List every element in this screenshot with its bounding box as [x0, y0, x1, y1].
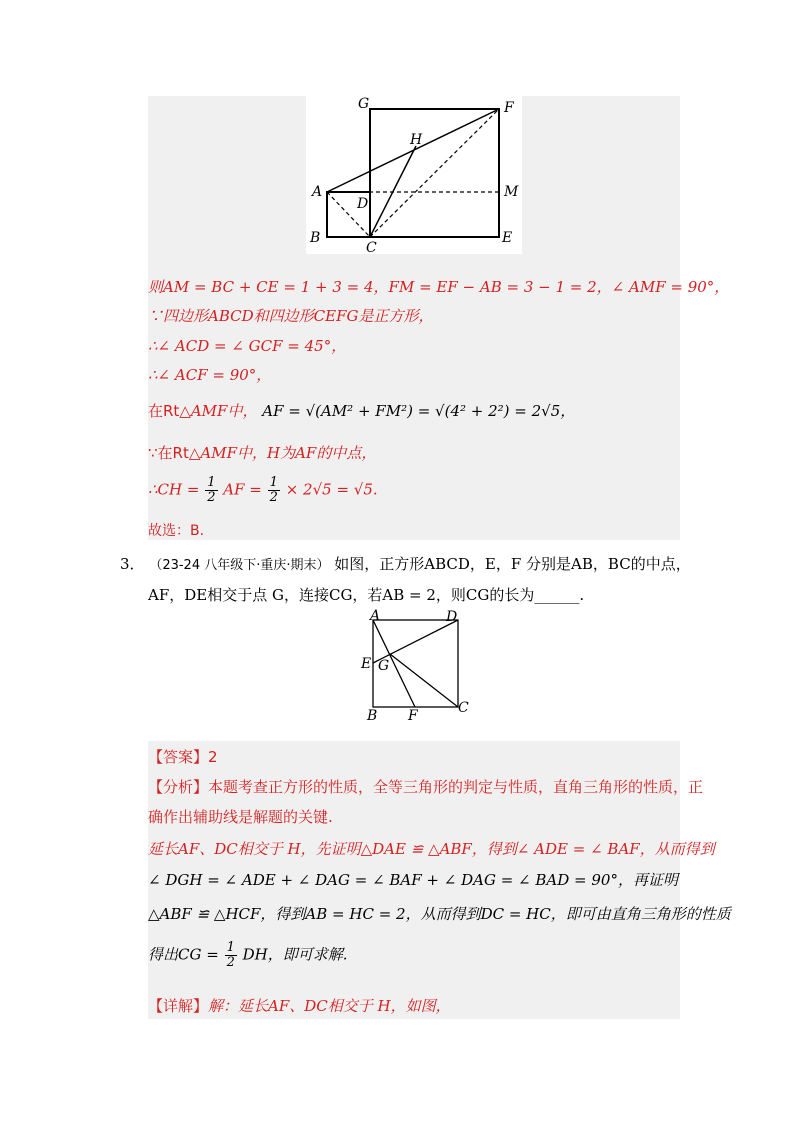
- solution-line-2: ∵四边形ABCD和四边形CEFG是正方形，: [148, 307, 434, 325]
- solution-line-4: ∴∠ ACF = 90°，: [148, 366, 272, 384]
- label-a: A: [312, 184, 323, 200]
- label-a-2: A: [370, 608, 381, 624]
- solution-line-1: 则AM = BC + CE = 1 + 3 = 4，FM = EF − AB = 3 − 1 = 2，∠ AMF = 90°，: [148, 278, 730, 296]
- midpoint-text: △AMF中，H为AF的中点，: [188, 444, 377, 462]
- label-b: B: [310, 230, 321, 246]
- figure-1-squares: [306, 96, 522, 254]
- answer-tag: 【答案】: [148, 748, 209, 766]
- fraction-half: $\frac{1}{2}$: [207, 475, 216, 505]
- label-h: H: [410, 132, 423, 148]
- analysis-line-1: [148, 776, 703, 797]
- answer-line: [148, 746, 218, 767]
- rt-label: 在Rt: [148, 402, 180, 420]
- analysis-text: 本题考查正方形的性质，全等三角形的判定与性质，直角三角形的性质，正: [208, 778, 704, 796]
- detail-line: [148, 995, 451, 1016]
- label-b-2: B: [367, 708, 378, 722]
- cg-eq: 得出CG =: [148, 945, 219, 964]
- label-d: D: [357, 196, 369, 212]
- label-c: C: [366, 240, 377, 254]
- label-f: F: [504, 100, 514, 116]
- detail-text: 解：延长AF、DC相交于 H，如图，: [208, 997, 451, 1015]
- figure-2-square: [360, 608, 472, 722]
- question-number: 3．: [120, 555, 145, 573]
- analysis-line-3: 延长AF、DC相交于 H，先证明△DAE ≌ △ABF，得到∠ ADE = ∠ BAF，从而得到: [148, 840, 715, 858]
- segment-de: [373, 620, 458, 663]
- question-source: （23-24 八年级下·重庆·期末）: [149, 558, 330, 573]
- solution-line-6: [148, 442, 376, 463]
- analysis-line-2: 确作出辅助线是解题的关键.: [148, 808, 333, 826]
- detail-tag: 【详解】: [148, 997, 209, 1015]
- result-sqrt5: × 2√5 = √5.: [285, 480, 378, 499]
- fraction-half-3: $\frac{1}{2}$: [226, 940, 235, 970]
- label-m: M: [504, 184, 519, 200]
- question-3-line-1: [120, 553, 691, 574]
- rt-label-2: ∵在Rt: [148, 444, 189, 462]
- analysis-tag: 【分析】: [148, 778, 209, 796]
- solution-line-8: 故选：B.: [148, 523, 205, 539]
- solution-line-5: [148, 400, 575, 421]
- label-f-2: F: [408, 708, 418, 722]
- label-c-2: C: [458, 700, 469, 716]
- question-text-1: 如图，正方形ABCD，E，F 分别是AB，BC的中点，: [334, 555, 691, 573]
- analysis-line-4: ∠ DGH = ∠ ADE + ∠ DAG = ∠ BAF + ∠ DAG = ∠ BAD = 90°，再证明: [148, 871, 678, 889]
- answer-value: 2: [208, 748, 218, 766]
- af-eq: AF =: [223, 480, 262, 499]
- label-d-2: D: [446, 609, 458, 625]
- fraction-half-2: $\frac{1}{2}$: [269, 475, 278, 505]
- label-g-2: G: [378, 658, 390, 674]
- label-g: G: [358, 96, 370, 112]
- analysis-line-6: [148, 941, 348, 970]
- solution-line-7: [148, 476, 378, 505]
- analysis-line-5: △ABF ≌ △HCF，得到AB = HC = 2，从而得到DC = HC，即可由直角三角形的性质: [148, 905, 731, 923]
- dh-text: DH，即可求解.: [242, 945, 348, 964]
- af-formula: AF = √(AM² + FM²) = √(4² + 2²) = 2√5，: [262, 402, 576, 420]
- solution-line-3: ∴∠ ACD = ∠ GCF = 45°，: [148, 337, 347, 355]
- label-e: E: [502, 230, 513, 246]
- segment-cg: [390, 654, 458, 707]
- ch-eq: ∴CH =: [148, 480, 200, 499]
- triangle-amf: △AMF中，: [179, 402, 258, 420]
- label-e-2: E: [361, 656, 372, 672]
- question-3-line-2: AF，DE相交于点 G，连接CG，若AB = 2，则CG的长为______.: [148, 586, 585, 604]
